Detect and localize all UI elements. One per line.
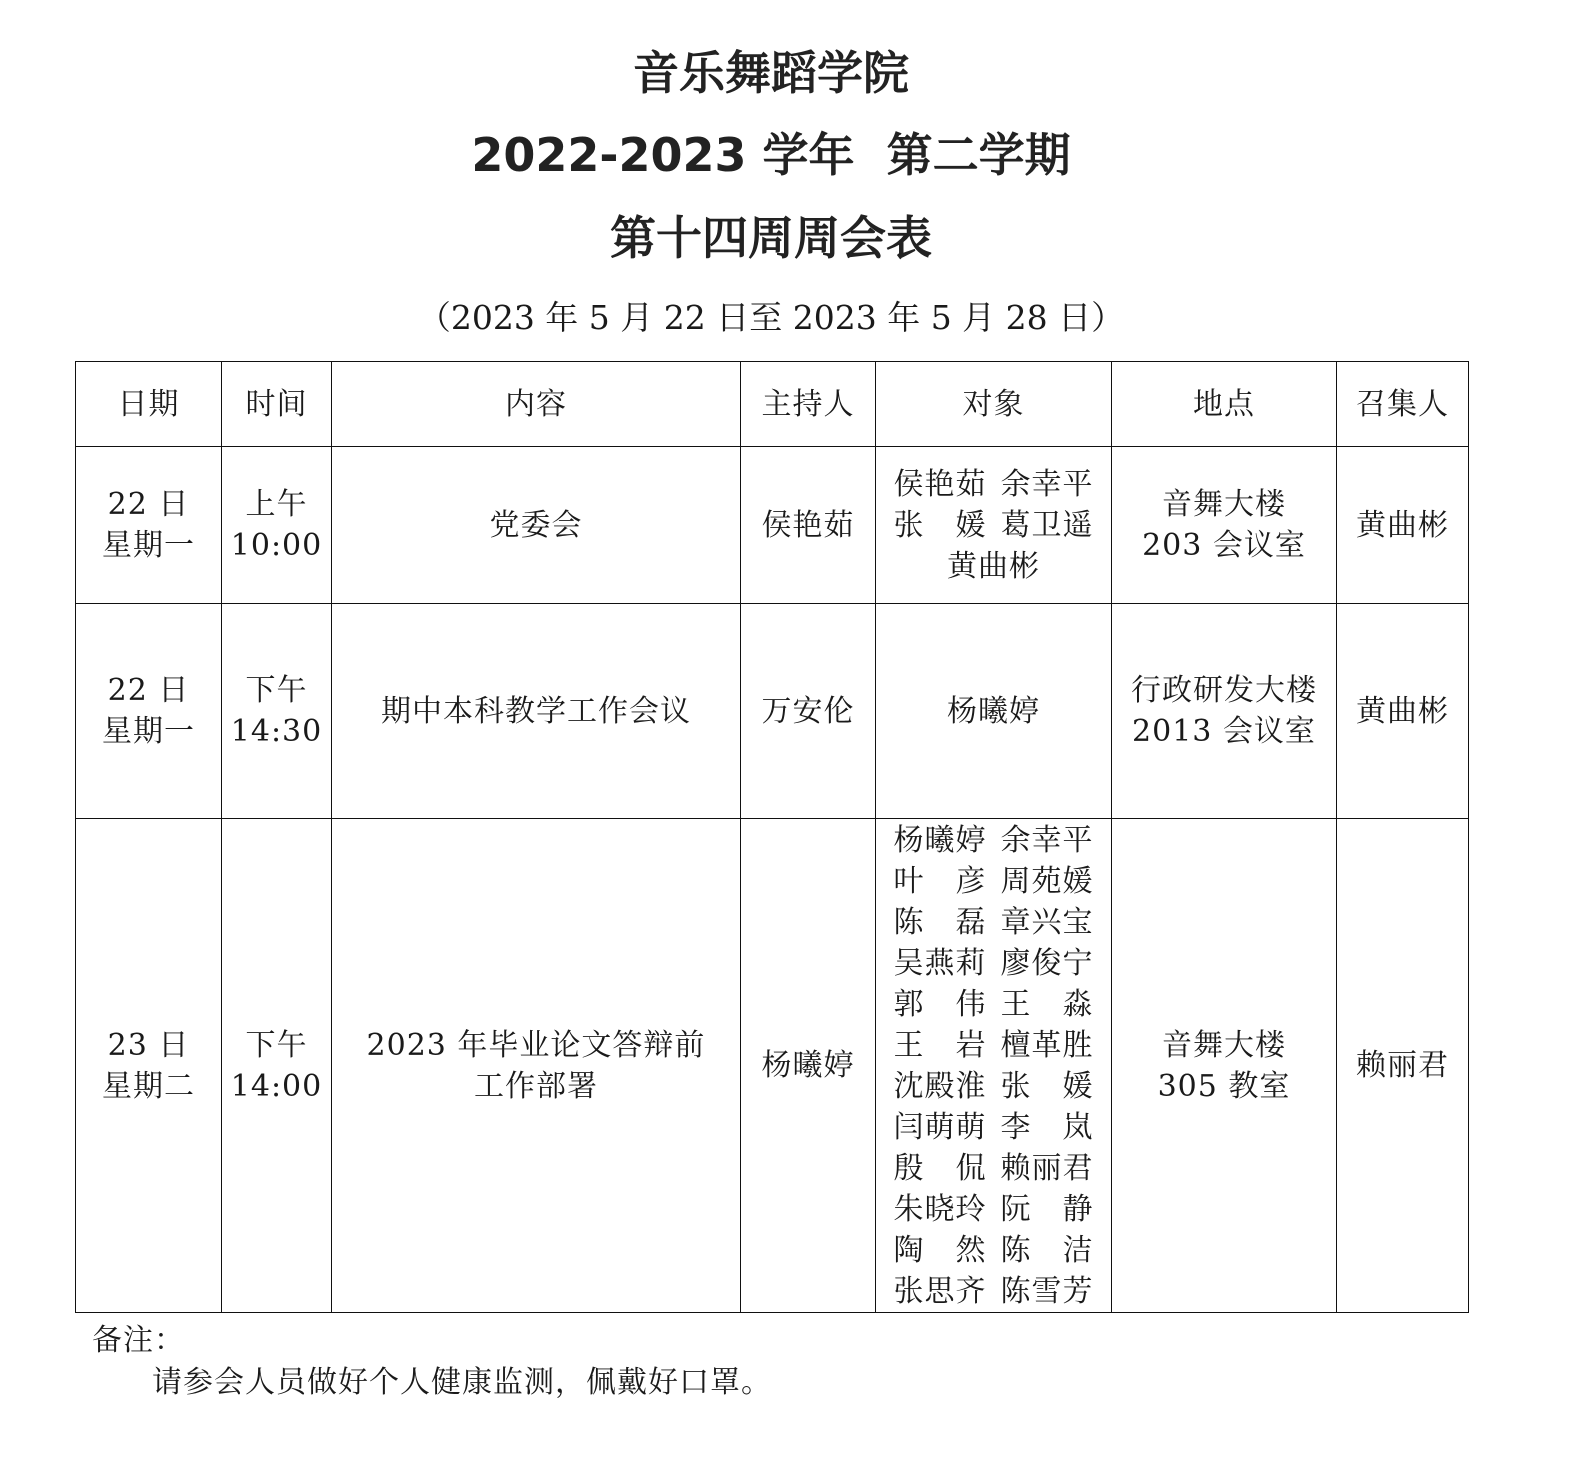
attendee-name: 葛卫遥 <box>1000 507 1094 543</box>
attendee-line <box>876 505 1111 546</box>
time-line: 10:00 <box>230 528 323 563</box>
attendee-name: 王 岩 <box>893 1027 987 1063</box>
time-cell <box>222 447 332 604</box>
attendee-name: 闫萌萌 <box>893 1109 987 1145</box>
table-row <box>76 604 1469 819</box>
attendee-name: 黄曲彬 <box>947 548 1040 584</box>
weekly-meeting-table <box>75 361 1469 1313</box>
attendee-name: 廖俊宁 <box>1000 945 1094 981</box>
attendee-line <box>876 984 1111 1025</box>
content-cell <box>332 447 741 604</box>
attendee-line <box>876 1148 1111 1189</box>
content-line: 2023 年毕业论文答辩前 <box>366 1027 706 1063</box>
location-line: 305 教室 <box>1157 1068 1291 1104</box>
attendee-line <box>876 1066 1111 1107</box>
attendee-name: 沈殿淮 <box>893 1068 987 1104</box>
attendee-name: 张 媛 <box>893 507 987 543</box>
attendee-name: 吴燕莉 <box>893 945 987 981</box>
attendee-line <box>876 943 1111 984</box>
content-cell <box>332 604 741 819</box>
schedule-title: 第十四周周会表 <box>610 211 932 265</box>
host-cell <box>741 604 876 819</box>
header-date: 日期 <box>76 362 222 447</box>
attendee-name: 张 媛 <box>1000 1068 1094 1104</box>
attendee-name: 杨曦婷 <box>893 822 987 858</box>
attendee-name: 王 淼 <box>1000 986 1094 1022</box>
attendee-line <box>876 902 1111 943</box>
location-line: 音舞大楼 <box>1162 487 1286 522</box>
time-cell <box>222 604 332 819</box>
attendee-name: 檀革胜 <box>1000 1027 1094 1063</box>
table-header-row <box>76 362 1469 447</box>
attendee-name: 陶 然 <box>893 1232 987 1268</box>
date-line: 22 日 <box>107 487 190 522</box>
content-line: 工作部署 <box>474 1068 598 1104</box>
attendee-name: 余幸平 <box>1000 822 1094 858</box>
attendee-name: 阮 静 <box>1000 1191 1094 1227</box>
header-host: 主持人 <box>741 362 876 447</box>
date-line: 22 日 <box>107 673 190 708</box>
attendee-name: 陈 磊 <box>893 904 987 940</box>
attendee-name: 殷 侃 <box>893 1150 987 1186</box>
attendee-line <box>876 1025 1111 1066</box>
location-cell <box>1112 604 1337 819</box>
header-convener: 召集人 <box>1337 362 1469 447</box>
header-location: 地点 <box>1112 362 1337 447</box>
host-cell <box>741 819 876 1313</box>
attendees-cell <box>876 819 1112 1313</box>
attendee-name: 张思齐 <box>893 1273 987 1309</box>
date-line: 星期二 <box>102 1068 195 1104</box>
date-line: 星期一 <box>102 528 195 563</box>
attendee-line <box>876 1271 1111 1312</box>
time-line: 14:30 <box>230 714 323 749</box>
attendee-line <box>876 1230 1111 1271</box>
attendee-name: 朱晓玲 <box>893 1191 987 1227</box>
date-line: 23 日 <box>107 1027 190 1063</box>
attendee-name: 陈雪芳 <box>1000 1273 1094 1309</box>
attendee-name: 郭 伟 <box>893 986 987 1022</box>
content-line: 期中本科教学工作会议 <box>381 693 691 729</box>
attendee-name: 章兴宝 <box>1000 904 1094 940</box>
location-line: 203 会议室 <box>1142 528 1306 563</box>
date-range: （2023 年 5 月 22 日至 2023 年 5 月 28 日） <box>417 298 1125 337</box>
convener-cell <box>1337 819 1469 1313</box>
semester-title: 2022-2023 学年 第二学期 <box>471 128 1071 182</box>
location-line: 行政研发大楼 <box>1131 673 1317 708</box>
attendees-cell <box>876 447 1112 604</box>
location-cell <box>1112 447 1337 604</box>
content-line: 党委会 <box>489 507 583 543</box>
table-row <box>76 819 1469 1313</box>
attendee-name: 叶 彦 <box>893 863 987 899</box>
attendee-name: 余幸平 <box>1000 466 1094 502</box>
header-time: 时间 <box>222 362 332 447</box>
time-cell <box>222 819 332 1313</box>
time-line: 下午 <box>245 1027 308 1063</box>
location-line: 2013 会议室 <box>1132 714 1316 749</box>
attendee-name: 周苑媛 <box>1000 863 1094 899</box>
host-text: 杨曦婷 <box>761 1048 855 1083</box>
attendee-line <box>876 691 1111 732</box>
attendee-line <box>876 1189 1111 1230</box>
convener-cell <box>1337 447 1469 604</box>
attendee-line <box>876 1107 1111 1148</box>
time-line: 下午 <box>245 673 308 708</box>
attendee-name: 杨曦婷 <box>947 693 1040 729</box>
notes-label: 备注： <box>92 1323 185 1358</box>
table-body <box>76 447 1469 1313</box>
attendee-line <box>876 546 1111 587</box>
host-text: 万安伦 <box>761 693 855 729</box>
convener-text: 黄曲彬 <box>1356 507 1449 543</box>
college-title: 音乐舞蹈学院 <box>633 46 909 100</box>
attendee-line <box>876 464 1111 505</box>
header-attendees: 对象 <box>876 362 1112 447</box>
time-line: 上午 <box>245 487 308 522</box>
host-text: 侯艳茹 <box>761 507 855 543</box>
location-cell <box>1112 819 1337 1313</box>
time-line: 14:00 <box>230 1068 323 1104</box>
notes-text: 请参会人员做好个人健康监测，佩戴好口罩。 <box>152 1365 772 1400</box>
attendee-name: 李 岚 <box>1000 1109 1094 1145</box>
date-cell <box>76 604 222 819</box>
date-line: 星期一 <box>102 714 195 749</box>
attendee-name: 陈 洁 <box>1000 1232 1094 1268</box>
content-cell <box>332 819 741 1313</box>
attendees-cell <box>876 604 1112 819</box>
attendee-line <box>876 820 1111 861</box>
convener-text: 黄曲彬 <box>1356 693 1449 729</box>
attendee-name: 侯艳茹 <box>893 466 987 502</box>
date-cell <box>76 819 222 1313</box>
table-row <box>76 447 1469 604</box>
host-cell <box>741 447 876 604</box>
location-line: 音舞大楼 <box>1162 1027 1286 1063</box>
convener-cell <box>1337 604 1469 819</box>
attendee-name: 赖丽君 <box>1000 1150 1094 1186</box>
attendee-line <box>876 861 1111 902</box>
date-cell <box>76 447 222 604</box>
convener-text: 赖丽君 <box>1356 1048 1449 1083</box>
header-content: 内容 <box>332 362 741 447</box>
